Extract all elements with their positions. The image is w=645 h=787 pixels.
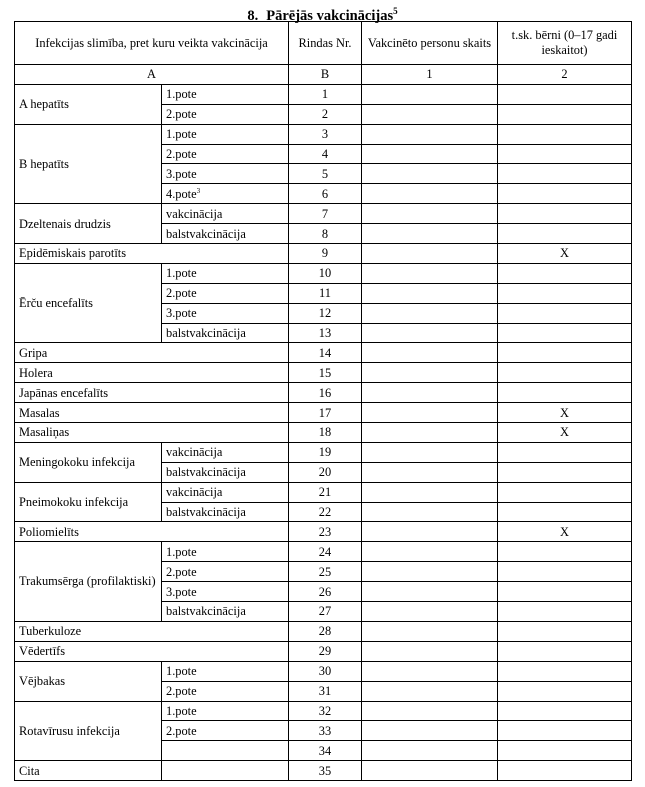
row-number: 4 xyxy=(289,144,362,164)
children-cell[interactable] xyxy=(498,104,632,124)
dose-cell: 2.pote xyxy=(162,681,289,701)
row-number: 14 xyxy=(289,343,362,363)
title-footnote: 5 xyxy=(393,6,398,16)
vaccinated-cell[interactable] xyxy=(362,164,498,184)
header-disease: Infekcijas slimība, pret kuru veikta vakcinācija xyxy=(15,22,289,65)
table-row xyxy=(15,343,632,363)
children-cell[interactable] xyxy=(498,482,632,502)
vaccinated-cell[interactable] xyxy=(362,184,498,204)
dose-cell: vakcinācija xyxy=(162,442,289,462)
table-row xyxy=(15,621,632,641)
vaccination-table xyxy=(14,21,632,781)
vaccinated-cell[interactable] xyxy=(362,323,498,343)
row-number: 7 xyxy=(289,204,362,224)
vaccinated-cell[interactable] xyxy=(362,661,498,681)
table-row xyxy=(15,244,632,264)
table-row xyxy=(15,761,632,781)
table-row xyxy=(15,661,632,681)
children-cell[interactable] xyxy=(498,701,632,721)
dose-cell: balstvakcinācija xyxy=(162,323,289,343)
children-cell[interactable] xyxy=(498,124,632,144)
disease-cell: Poliomielīts xyxy=(15,522,289,542)
children-cell[interactable] xyxy=(498,661,632,681)
row-number: 5 xyxy=(289,164,362,184)
children-cell[interactable] xyxy=(498,343,632,363)
children-cell-excluded: X xyxy=(498,244,632,264)
disease-cell: A hepatīts xyxy=(15,84,162,124)
table-row xyxy=(15,641,632,661)
disease-cell: Meningokoku infekcija xyxy=(15,442,162,482)
row-number: 17 xyxy=(289,403,362,423)
disease-cell: Ērču encefalīts xyxy=(15,263,162,343)
disease-cell: B hepatīts xyxy=(15,124,162,204)
row-number: 26 xyxy=(289,582,362,602)
dose-cell: balstvakcinācija xyxy=(162,224,289,244)
dose-cell: 2.pote xyxy=(162,721,289,741)
vaccinated-cell[interactable] xyxy=(362,104,498,124)
disease-cell: Masalas xyxy=(15,403,289,423)
dose-cell: balstvakcinācija xyxy=(162,602,289,622)
children-cell[interactable] xyxy=(498,144,632,164)
row-number: 27 xyxy=(289,602,362,622)
row-number: 16 xyxy=(289,383,362,403)
column-letter-2: 2 xyxy=(498,65,632,85)
row-number: 1 xyxy=(289,84,362,104)
vaccinated-cell[interactable] xyxy=(362,641,498,661)
section-title: Pārējās vakcinācijas xyxy=(266,7,394,24)
row-number: 30 xyxy=(289,661,362,681)
row-number: 35 xyxy=(289,761,362,781)
vaccinated-cell[interactable] xyxy=(362,741,498,761)
row-number: 9 xyxy=(289,244,362,264)
vaccinated-cell[interactable] xyxy=(362,244,498,264)
disease-cell: Dzeltenais drudzis xyxy=(15,204,162,244)
row-number: 34 xyxy=(289,741,362,761)
vaccinated-cell[interactable] xyxy=(362,363,498,383)
column-letter-row xyxy=(15,65,632,85)
row-number: 31 xyxy=(289,681,362,701)
header-row-no: Rindas Nr. xyxy=(289,22,362,65)
dose-cell: vakcinācija xyxy=(162,204,289,224)
vaccinated-cell[interactable] xyxy=(362,204,498,224)
dose-cell: 1.pote xyxy=(162,84,289,104)
row-number: 29 xyxy=(289,641,362,661)
table-row xyxy=(15,542,632,562)
vaccinated-cell[interactable] xyxy=(362,602,498,622)
vaccinated-cell[interactable] xyxy=(362,502,498,522)
disease-cell: Pneimokoku infekcija xyxy=(15,482,162,522)
children-cell[interactable] xyxy=(498,542,632,562)
vaccinated-cell[interactable] xyxy=(362,582,498,602)
row-number: 33 xyxy=(289,721,362,741)
header-children: t.sk. bērni (0–17 gadi ieskaitot) xyxy=(498,22,632,65)
vaccinated-cell[interactable] xyxy=(362,84,498,104)
disease-cell: Gripa xyxy=(15,343,289,363)
disease-cell: Vēdertīfs xyxy=(15,641,289,661)
header-vaccinated: Vakcinēto personu skaits xyxy=(362,22,498,65)
dose-cell: 3.pote xyxy=(162,582,289,602)
row-number: 20 xyxy=(289,462,362,482)
children-cell[interactable] xyxy=(498,562,632,582)
vaccinated-cell[interactable] xyxy=(362,343,498,363)
children-cell[interactable] xyxy=(498,84,632,104)
table-row xyxy=(15,84,632,104)
table-row xyxy=(15,204,632,224)
vaccinated-cell[interactable] xyxy=(362,562,498,582)
vaccinated-cell[interactable] xyxy=(362,621,498,641)
disease-cell: Japānas encefalīts xyxy=(15,383,289,403)
vaccinated-cell[interactable] xyxy=(362,383,498,403)
vaccinated-cell[interactable] xyxy=(362,701,498,721)
dose-cell: 1.pote xyxy=(162,124,289,144)
children-cell-excluded: X xyxy=(498,522,632,542)
dose-cell: balstvakcinācija xyxy=(162,502,289,522)
row-number: 11 xyxy=(289,283,362,303)
table-row xyxy=(15,263,632,283)
dose-cell: balstvakcinācija xyxy=(162,462,289,482)
vaccinated-cell[interactable] xyxy=(362,423,498,443)
disease-cell: Trakumsērga (profilaktiski) xyxy=(15,542,162,622)
children-cell[interactable] xyxy=(498,462,632,482)
dose-cell: 1.pote xyxy=(162,263,289,283)
row-number: 10 xyxy=(289,263,362,283)
children-cell[interactable] xyxy=(498,323,632,343)
vaccinated-cell[interactable] xyxy=(362,542,498,562)
dose-cell: 1.pote xyxy=(162,661,289,681)
disease-cell: Rotavīrusu infekcija xyxy=(15,701,162,761)
table-row xyxy=(15,522,632,542)
row-number: 19 xyxy=(289,442,362,462)
vaccinated-cell[interactable] xyxy=(362,263,498,283)
dose-cell: 2.pote xyxy=(162,562,289,582)
children-cell[interactable] xyxy=(498,721,632,741)
column-letter-1: 1 xyxy=(362,65,498,85)
vaccinated-cell[interactable] xyxy=(362,482,498,502)
vaccinated-cell[interactable] xyxy=(362,761,498,781)
children-cell[interactable] xyxy=(498,741,632,761)
children-cell[interactable] xyxy=(498,224,632,244)
children-cell[interactable] xyxy=(498,283,632,303)
children-cell[interactable] xyxy=(498,184,632,204)
column-letter-b: B xyxy=(289,65,362,85)
children-cell[interactable] xyxy=(498,363,632,383)
children-cell[interactable] xyxy=(498,602,632,622)
row-number: 8 xyxy=(289,224,362,244)
vaccinated-cell[interactable] xyxy=(362,442,498,462)
children-cell[interactable] xyxy=(498,204,632,224)
disease-cell: Vējbakas xyxy=(15,661,162,701)
dose-cell: 3.pote xyxy=(162,164,289,184)
table-row xyxy=(15,124,632,144)
children-cell[interactable] xyxy=(498,303,632,323)
row-number: 22 xyxy=(289,502,362,522)
dose-footnote: 3 xyxy=(196,186,201,195)
table-row xyxy=(15,363,632,383)
row-number: 12 xyxy=(289,303,362,323)
column-letter-a: A xyxy=(15,65,289,85)
row-number: 24 xyxy=(289,542,362,562)
table-row xyxy=(15,383,632,403)
row-number: 21 xyxy=(289,482,362,502)
vaccinated-cell[interactable] xyxy=(362,681,498,701)
disease-cell: Tuberkuloze xyxy=(15,621,289,641)
table-row xyxy=(15,482,632,502)
dose-cell: vakcinācija xyxy=(162,482,289,502)
row-number: 25 xyxy=(289,562,362,582)
row-number: 15 xyxy=(289,363,362,383)
disease-cell: Masaliņas xyxy=(15,423,289,443)
dose-cell: 2.pote xyxy=(162,104,289,124)
row-number: 18 xyxy=(289,423,362,443)
vaccinated-cell[interactable] xyxy=(362,303,498,323)
vaccinated-cell[interactable] xyxy=(362,403,498,423)
vaccinated-cell[interactable] xyxy=(362,124,498,144)
dose-cell: 1.pote xyxy=(162,701,289,721)
vaccinated-cell[interactable] xyxy=(362,224,498,244)
disease-cell: Cita xyxy=(15,761,162,781)
vaccinated-cell[interactable] xyxy=(362,721,498,741)
header-row xyxy=(15,22,632,65)
dose-cell: 2.pote xyxy=(162,283,289,303)
vaccinated-cell[interactable] xyxy=(362,462,498,482)
vaccinated-cell[interactable] xyxy=(362,144,498,164)
row-number: 3 xyxy=(289,124,362,144)
vaccinated-cell[interactable] xyxy=(362,283,498,303)
row-number: 32 xyxy=(289,701,362,721)
children-cell[interactable] xyxy=(498,621,632,641)
table-row xyxy=(15,403,632,423)
disease-cell: Holera xyxy=(15,363,289,383)
dose-cell: 2.pote xyxy=(162,144,289,164)
children-cell[interactable] xyxy=(498,681,632,701)
dose-cell xyxy=(162,741,289,761)
row-number: 6 xyxy=(289,184,362,204)
row-number: 28 xyxy=(289,621,362,641)
section-number: 8. xyxy=(247,7,259,24)
disease-cell: Epidēmiskais parotīts xyxy=(15,244,289,264)
dose-cell: 1.pote xyxy=(162,542,289,562)
children-cell[interactable] xyxy=(498,164,632,184)
children-cell-excluded: X xyxy=(498,423,632,443)
children-cell[interactable] xyxy=(498,761,632,781)
table-row xyxy=(15,442,632,462)
children-cell[interactable] xyxy=(498,383,632,403)
dose-cell xyxy=(162,761,289,781)
children-cell[interactable] xyxy=(498,263,632,283)
children-cell[interactable] xyxy=(498,502,632,522)
dose-label: 4.pote xyxy=(166,186,197,201)
dose-cell xyxy=(162,184,289,204)
children-cell[interactable] xyxy=(498,442,632,462)
row-number: 2 xyxy=(289,104,362,124)
table-row xyxy=(15,423,632,443)
vaccinated-cell[interactable] xyxy=(362,522,498,542)
table-row xyxy=(15,701,632,721)
children-cell[interactable] xyxy=(498,641,632,661)
children-cell-excluded: X xyxy=(498,403,632,423)
row-number: 23 xyxy=(289,522,362,542)
children-cell[interactable] xyxy=(498,582,632,602)
dose-cell: 3.pote xyxy=(162,303,289,323)
row-number: 13 xyxy=(289,323,362,343)
